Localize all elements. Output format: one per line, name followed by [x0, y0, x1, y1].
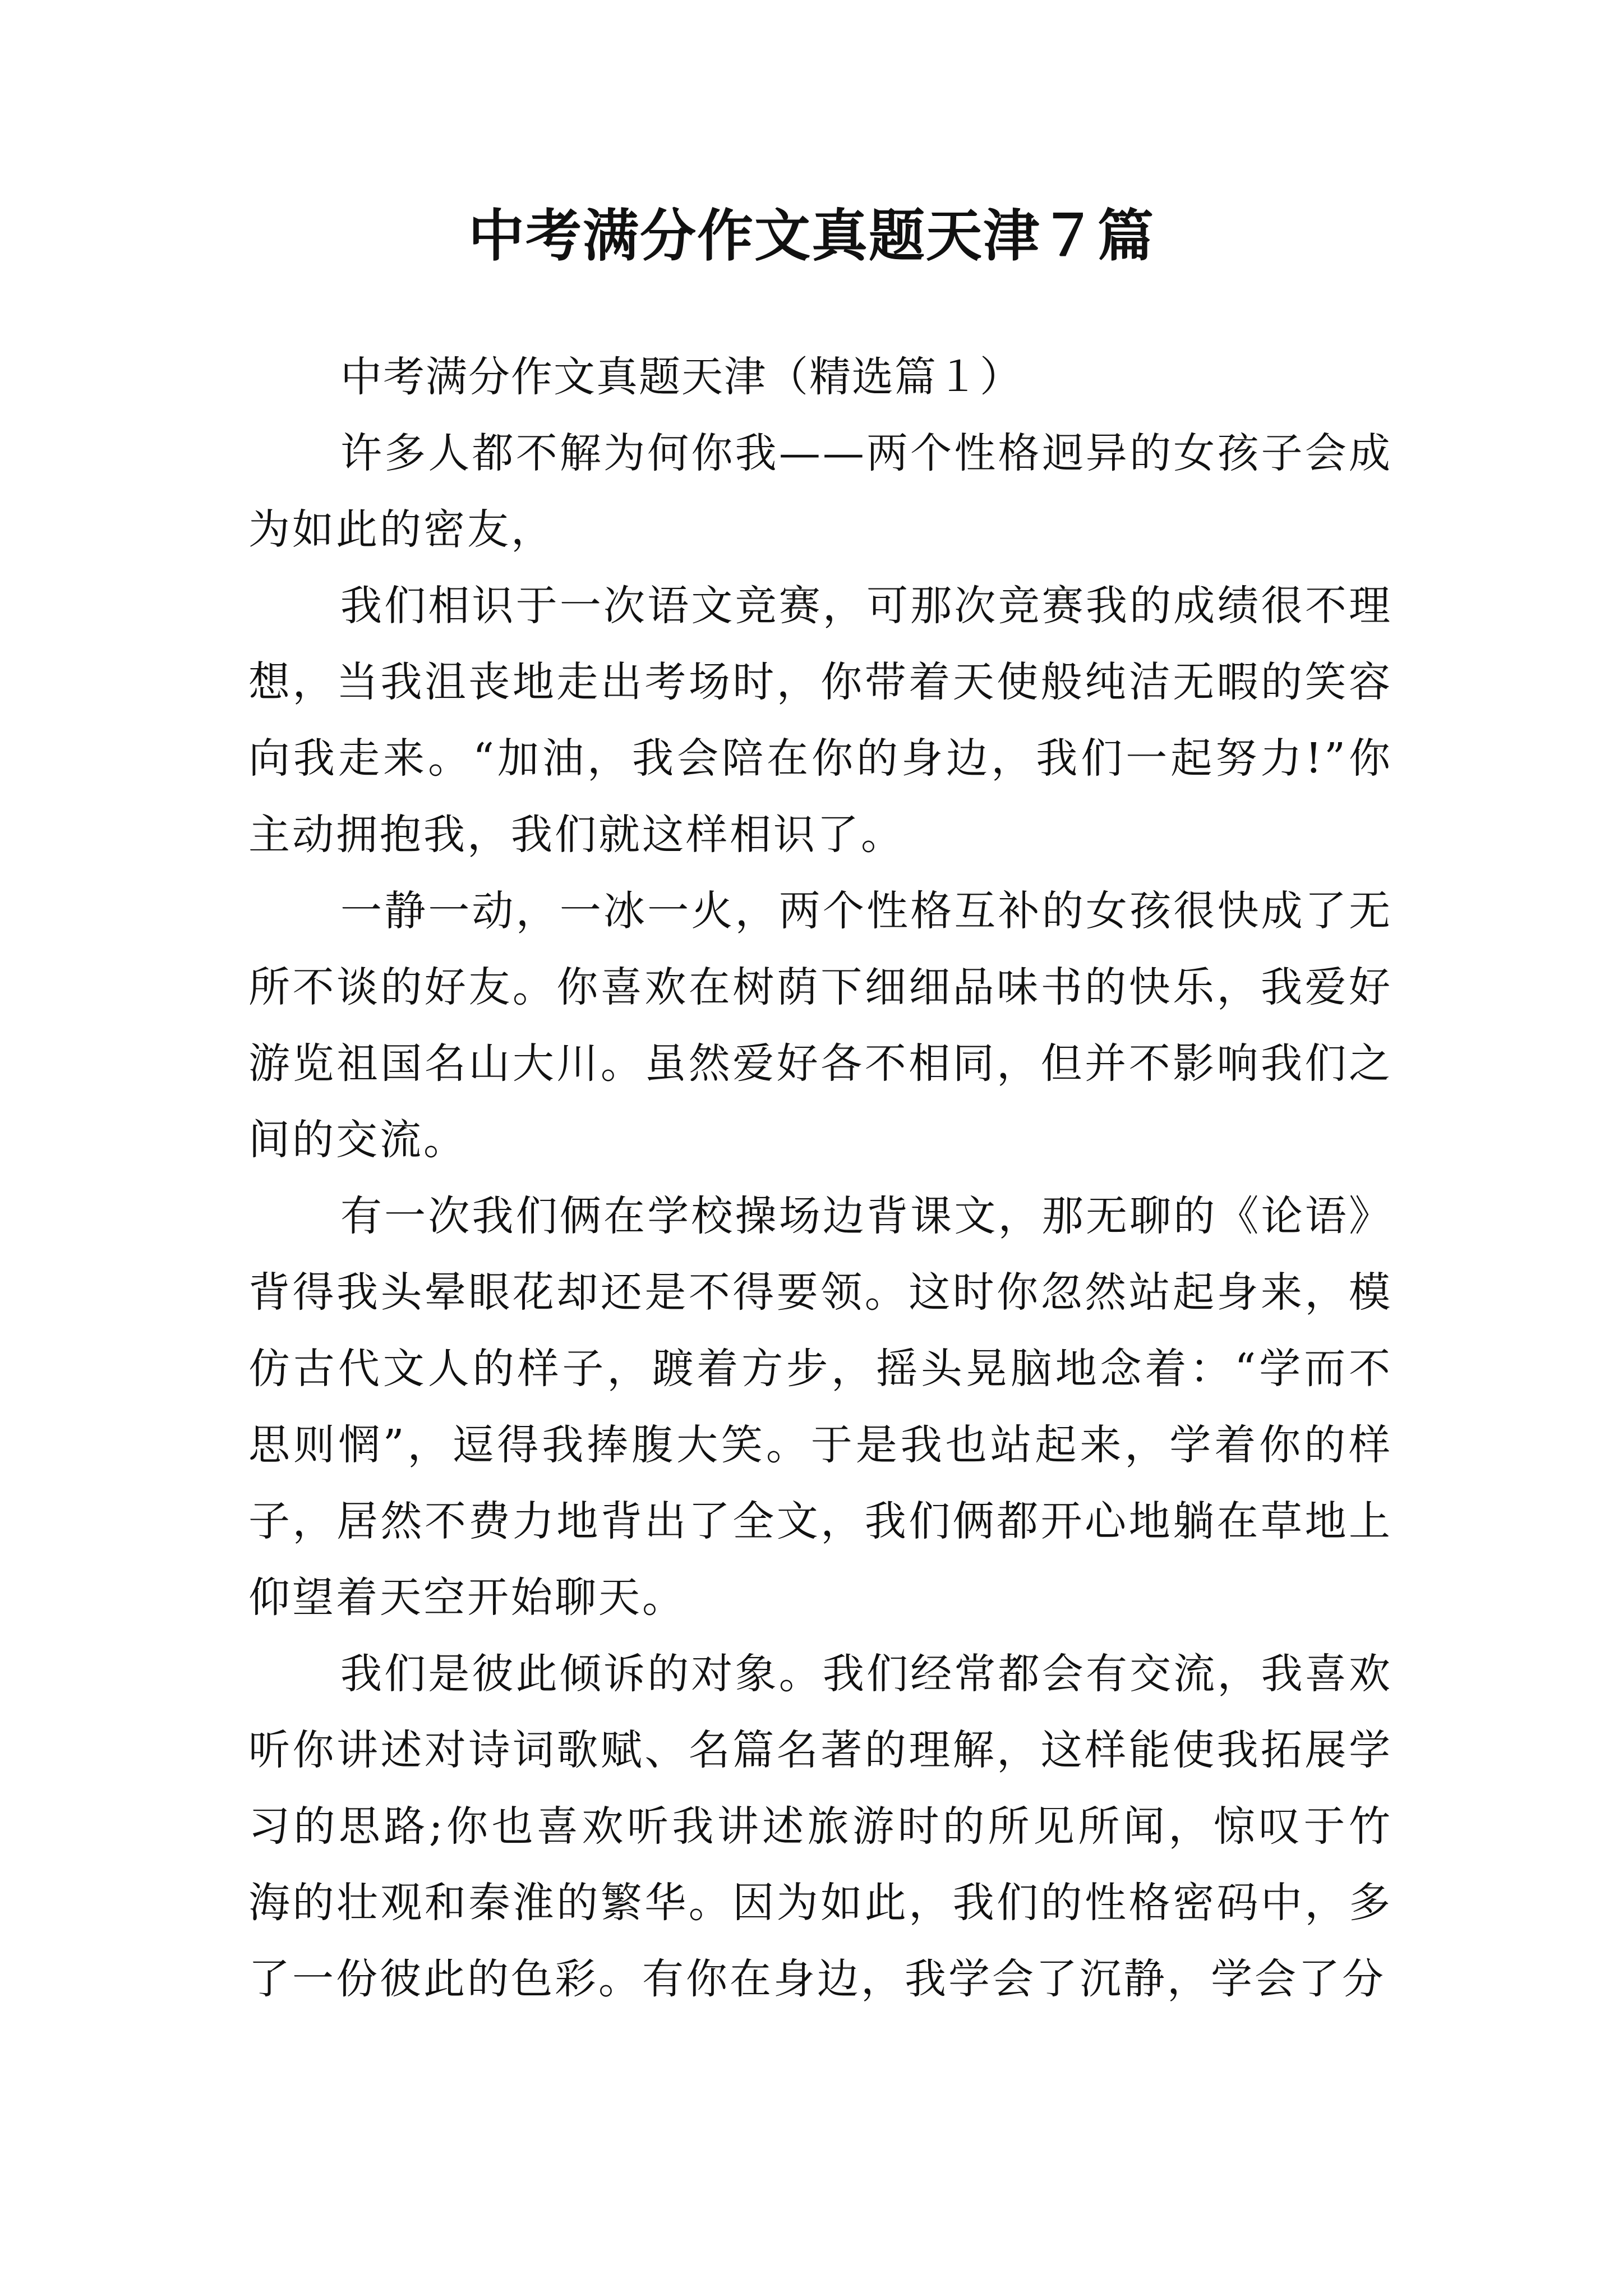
paragraph-1: 许多人都不解为何你我——两个性格迥异的女孩子会成为如此的密友，: [248, 429, 1393, 554]
paragraph-4: 有一次我们俩在学校操场边背课文，那无聊的《论语》背得我头晕眼花却还是不得要领。这时你忽然站起身来，模仿古代文人的样子，踱着方步，摇头晃脑地念着：“学而不思则惘”，逗得我捧腹大笑。于是我也站起来，学着你的样子，居然不费力地背出了全文，我们俩都开心地躺在草地上仰望着天空开始聊天。: [248, 1192, 1393, 1622]
document-title: 中考满分作文真题天津７篇: [468, 203, 1155, 269]
section-heading: 中考满分作文真题天津（精选篇１）: [340, 353, 1022, 401]
paragraph-3: 一静一动，一冰一火，两个性格互补的女孩很快成了无所不谈的好友。你喜欢在树荫下细细品味书的快乐，我爱好游览祖国名山大川。虽然爱好各不相同，但并不影响我们之间的交流。: [248, 887, 1393, 1164]
paragraph-5: 我们是彼此倾诉的对象。我们经常都会有交流，我喜欢听你讲述对诗词歌赋、名篇名著的理解，这样能使我拓展学习的思路;你也喜欢听我讲述旅游时的所见所闻，惊叹于竹海的壮观和秦淮的繁华。因为如此，我们的性格密码中，多了一份彼此的色彩。有你在身边，我学会了沉静，学会了分: [248, 1650, 1393, 2003]
paragraph-2: 我们相识于一次语文竞赛，可那次竞赛我的成绩很不理想，当我沮丧地走出考场时，你带着天使般纯洁无暇的笑容向我走来。“加油，我会陪在你的身边，我们一起努力!”你主动拥抱我，我们就这样相识了。: [248, 582, 1393, 859]
document-body: [248, 339, 1393, 2017]
